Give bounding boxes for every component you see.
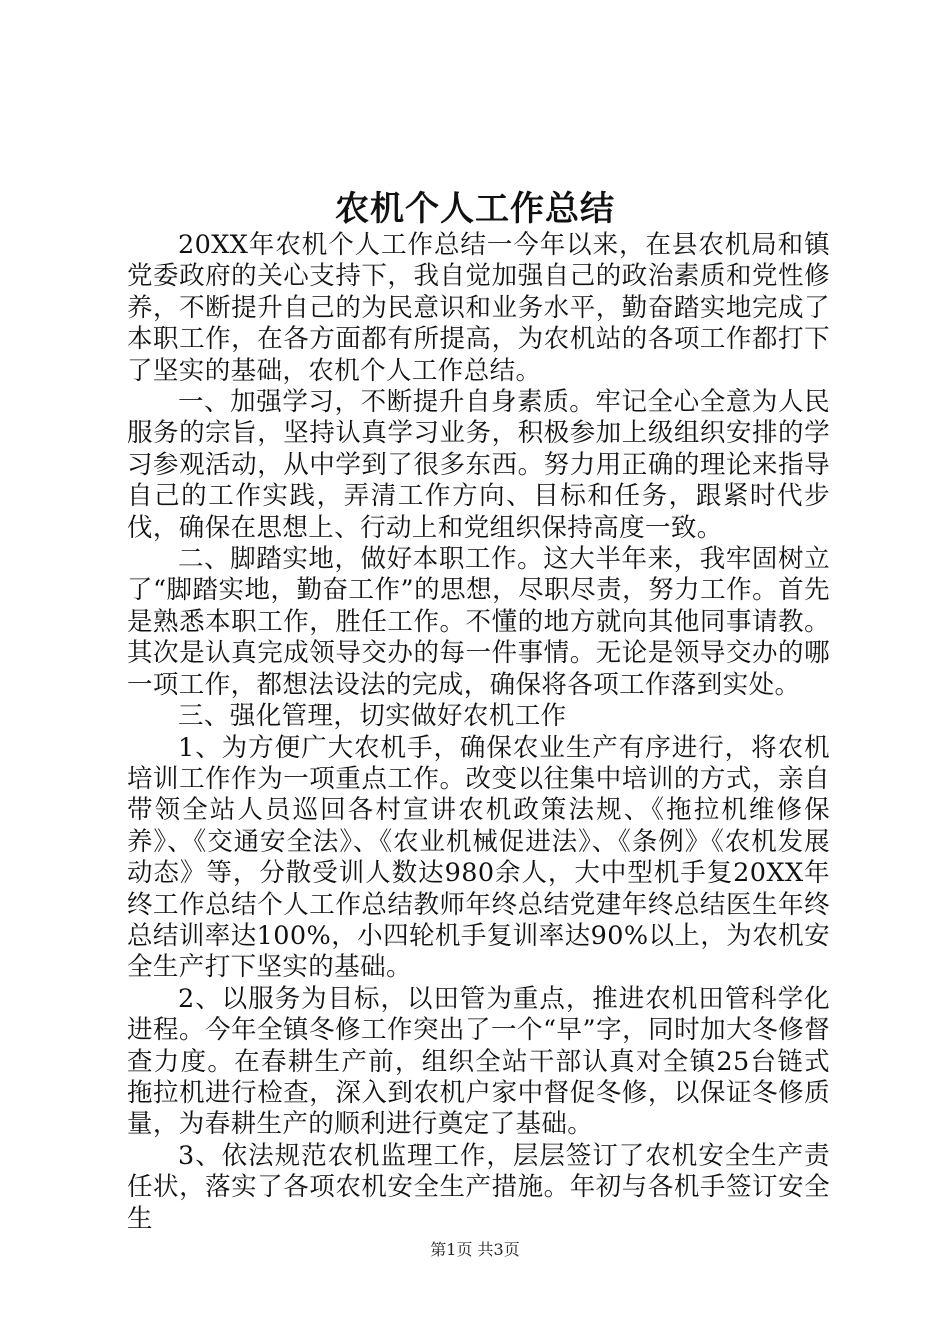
paragraph-section-2: 二、脚踏实地，做好本职工作。这大半年来，我牢固树立了“脚踏实地，勤奋工作”的思想，尽职尽责，努力工作。首先是熟悉本职工作，胜任工作。不懂的地方就向其他同事请教。其次是认真完成领导交办的每一件事情。无论是领导交办的哪一项工作，都想法设法的完成，确保将各项工作落到实处。 xyxy=(127,544,830,700)
paragraph-item-1: 1、为方便广大农机手，确保农业生产有序进行，将农机培训工作作为一项重点工作。改变以往集中培训的方式，亲自带领全站人员巡回各村宣讲农机政策法规、《拖拉机维修保养》、《交通安全法》、《农业机械促进法》、《条例》《农机发展动态》等，分散受训人数达980余人，大中型机手复20XX年终工作总结个人工作总结教师年终总结党建年终总结医生年终总结训率达100%，小四轮机手复训率达90%以上，为农机安全生产打下坚实的基础。 xyxy=(127,732,830,983)
paragraph-item-3: 3、依法规范农机监理工作，层层签订了农机安全生产责任状，落实了各项农机安全生产措施。年初与各机手签订安全生 xyxy=(127,1140,830,1234)
document-body xyxy=(127,230,830,1235)
paragraph-section-3-heading: 三、强化管理，切实做好农机工作 xyxy=(178,701,567,732)
page-footer: 第1页 共3页 xyxy=(430,1240,520,1259)
paragraph-intro: 20XX年农机个人工作总结一今年以来，在县农机局和镇党委政府的关心支持下，我自觉加强自己的政治素质和党性修养，不断提升自己的为民意识和业务水平，勤奋踏实地完成了本职工作，在各方面都有所提高，为农机站的各项工作都打下了坚实的基础，农机个人工作总结。 xyxy=(127,230,830,386)
document-title: 农机个人工作总结 xyxy=(335,189,615,229)
paragraph-item-2: 2、以服务为目标，以田管为重点，推进农机田管科学化进程。今年全镇冬修工作突出了一个“早”字，同时加大冬修督查力度。在春耕生产前，组织全站干部认真对全镇25台链式拖拉机进行检查，深入到农机户家中督促冬修，以保证冬修质量，为春耕生产的顺利进行奠定了基础。 xyxy=(127,983,830,1140)
paragraph-section-1: 一、加强学习，不断提升自身素质。牢记全心全意为人民服务的宗旨，坚持认真学习业务，积极参加上级组织安排的学习参观活动，从中学到了很多东西。努力用正确的理论来指导自己的工作实践，弄清工作方向、目标和任务，跟紧时代步伐，确保在思想上、行动上和党组织保持高度一致。 xyxy=(127,387,830,543)
